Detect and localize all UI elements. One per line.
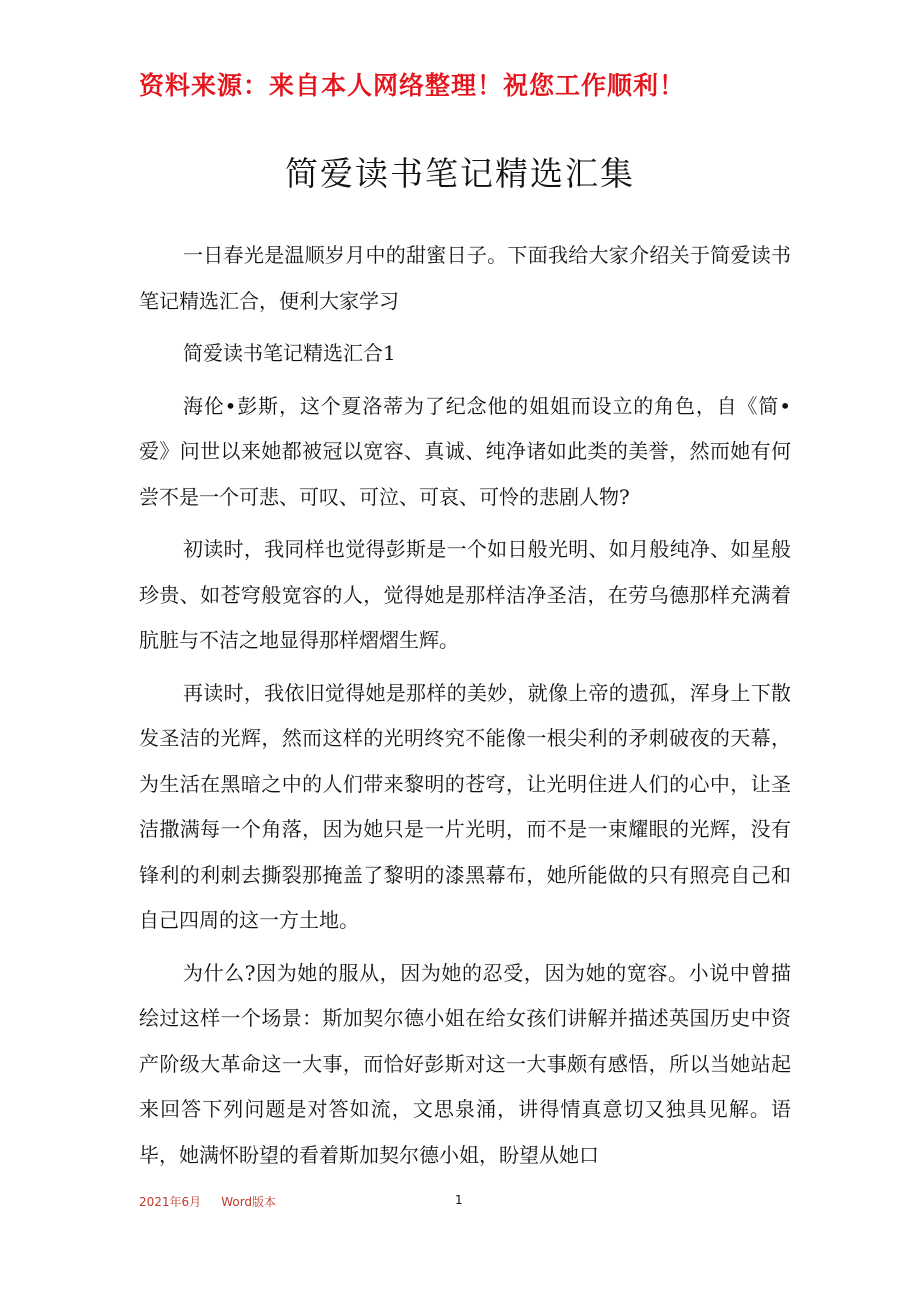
page-footer: [139, 1193, 276, 1210]
document-title: 简爱读书笔记精选汇集: [285, 154, 635, 193]
footer-version: Word版本: [221, 1195, 277, 1209]
paragraph: 再读时，我依旧觉得她是那样的美妙，就像上帝的遗孤，浑身上下散发圣洁的光辉，然而这样的光明终究不能像一根尖利的矛刺破夜的天幕，为生活在黑暗之中的人们带来黎明的苍穹，让光明住进人们的心中，让圣洁撒满每一个角落，因为她只是一片光明，而不是一束耀眼的光辉，没有锋利的利刺去撕裂那掩盖了黎明的漆黑幕布，她所能做的只有照亮自己和自己四周的这一方土地。: [139, 680, 791, 932]
section-heading: 简爱读书笔记精选汇合1: [183, 341, 396, 365]
paragraph: 海伦•彭斯，这个夏洛蒂为了纪念他的姐姐而设立的角色，自《简•爱》问世以来她都被冠以宽容、真诚、纯净诸如此类的美誉，然而她有何尝不是一个可悲、可叹、可泣、可哀、可怜的悲剧人物?: [139, 393, 791, 509]
footer-date: 2021年6月: [139, 1195, 202, 1209]
document-body: [139, 233, 791, 1185]
paragraph: 为什么?因为她的服从，因为她的忍受，因为她的宽容。小说中曾描绘过这样一个场景：斯加契尔德小姐在给女孩们讲解并描述英国历史中资产阶级大革命这一大事，而恰好彭斯对这一大事颇有感悟，所以当她站起来回答下列问题是对答如流，文思泉涌，讲得情真意切又独具见解。语毕，她满怀盼望的看着斯加契尔德小姐，盼望从她口: [139, 960, 791, 1167]
paragraph: 初读时，我同样也觉得彭斯是一个如日般光明、如月般纯净、如星般珍贵、如苍穹般宽容的人，觉得她是那样洁净圣洁，在劳乌德那样充满着肮脏与不洁之地显得那样熠熠生辉。: [139, 537, 791, 652]
page-number: 1: [455, 1193, 463, 1207]
source-banner: 资料来源：来自本人网络整理！祝您工作顺利！: [139, 71, 686, 100]
paragraph-intro: 一日春光是温顺岁月中的甜蜜日子。下面我给大家介绍关于简爱读书笔记精选汇合，便利大家学习: [139, 243, 791, 313]
